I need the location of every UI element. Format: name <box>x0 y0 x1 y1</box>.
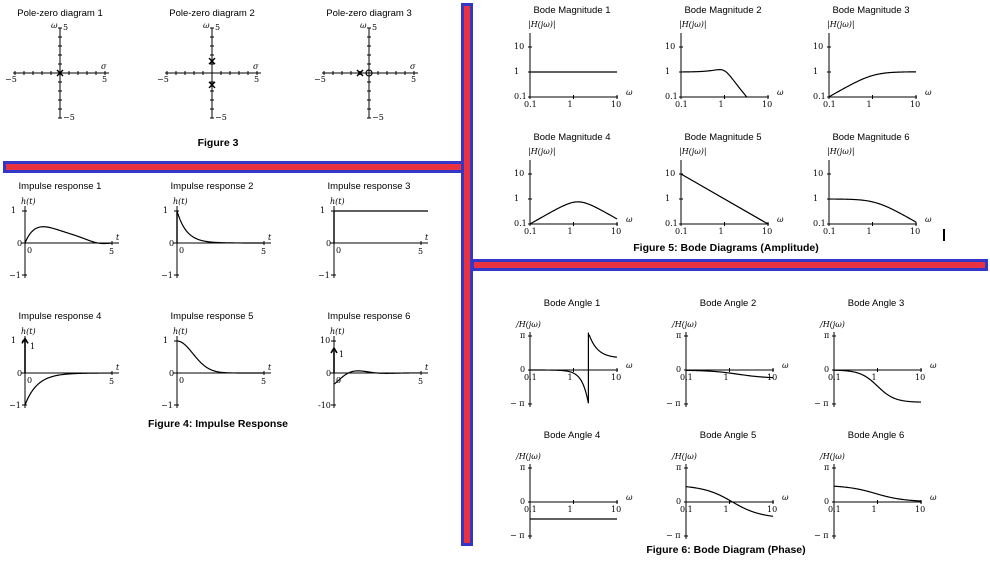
impulse-response-5 <box>157 310 277 410</box>
impulse-label: 1 <box>30 342 36 351</box>
pole-zero-title: Pole-zero diagram 3 <box>326 8 412 19</box>
mag-tick-label: 0.1 <box>514 92 527 101</box>
bode-magnitude-3 <box>799 5 939 115</box>
figure-5-caption: Figure 5: Bode Diagrams (Amplitude) <box>633 242 819 254</box>
omega-tick-label: 1 <box>866 100 872 109</box>
mag-tick-label: 10 <box>665 169 676 178</box>
phase-tick-label: 0 <box>824 497 830 506</box>
mag-tick-label: 10 <box>813 42 824 51</box>
omega-top-label: 5 <box>372 23 378 32</box>
t-zero-label: 0 <box>27 246 33 255</box>
omega-symbol: ω <box>777 215 784 224</box>
y-top-label: 1 <box>320 206 326 215</box>
bode-angle-title: Bode Angle 1 <box>543 298 601 309</box>
y-top-label: 1 <box>163 206 169 215</box>
mag-tick-label: 1 <box>813 67 819 76</box>
phase-tick-label: π <box>520 463 526 472</box>
phase-curve-left <box>530 370 588 403</box>
bode-magnitude-6 <box>799 132 939 242</box>
impulse-title: Impulse response 6 <box>327 311 411 322</box>
omega-symbol: ω <box>930 361 937 370</box>
bode-angle-4 <box>500 430 640 542</box>
bode-angle-title: Bode Angle 5 <box>699 430 757 441</box>
omega-top-label: 5 <box>63 23 69 32</box>
bode-angle-1-svg <box>500 298 640 410</box>
omega-tick-label: 10 <box>910 227 921 236</box>
y-zero-label: 0 <box>17 369 23 378</box>
bode-mag-title: Bode Magnitude 4 <box>533 132 611 143</box>
impulse-response-5-svg <box>157 310 277 410</box>
omega-symbol: ω <box>203 21 210 30</box>
omega-tick-label: 10 <box>767 505 778 514</box>
phase-tick-label: π <box>676 463 682 472</box>
phase-tick-label: − π <box>814 399 829 408</box>
omega-symbol: ω <box>777 88 784 97</box>
impulse-response-6-svg <box>314 310 434 410</box>
omega-tick-label: 1 <box>718 227 724 236</box>
mag-tick-label: 1 <box>665 67 671 76</box>
t-end-label: 5 <box>109 247 115 256</box>
omega-tick-label: 0.1 <box>675 227 688 236</box>
impulse-label: 1 <box>339 350 345 359</box>
separator-left-horizontal <box>3 161 464 173</box>
h-axis-label: h(t) <box>21 327 36 336</box>
omega-tick-label: 1 <box>723 373 729 382</box>
omega-tick-label: 1 <box>567 373 573 382</box>
t-zero-label: 0 <box>336 376 342 385</box>
phase-curve <box>834 486 921 501</box>
impulse-title: Impulse response 2 <box>170 181 254 192</box>
bode-mag-title: Bode Magnitude 6 <box>832 132 910 143</box>
impulse-response-2-svg <box>157 180 277 280</box>
omega-tick-label: 0.1 <box>524 505 537 514</box>
h-axis-label: h(t) <box>21 197 36 206</box>
impulse-title: Impulse response 1 <box>18 181 102 192</box>
phase-axis-label: /H(jω) <box>820 320 845 329</box>
omega-tick-label: 0.1 <box>524 373 537 382</box>
omega-symbol: ω <box>626 88 633 97</box>
figure-3-caption: Figure 3 <box>197 137 239 149</box>
mag-axis-label: |H(jω)| <box>528 147 556 156</box>
omega-tick-label: 1 <box>567 100 573 109</box>
sigma-symbol: σ <box>101 62 107 71</box>
phase-curve-right <box>589 335 617 357</box>
y-bot-label: -10 <box>318 401 331 410</box>
mag-axis-label: |H(jω)| <box>827 147 855 156</box>
omega-tick-label: 1 <box>871 373 877 382</box>
y-zero-label: 0 <box>17 239 23 248</box>
t-end-label: 5 <box>418 377 424 386</box>
omega-tick-label: 1 <box>567 505 573 514</box>
t-end-label: 5 <box>261 377 267 386</box>
mag-tick-label: 1 <box>514 67 520 76</box>
mag-tick-label: 0.1 <box>514 219 527 228</box>
phase-tick-label: − π <box>666 531 681 540</box>
mag-tick-label: 1 <box>813 194 819 203</box>
omega-bottom-label: −5 <box>372 113 384 122</box>
phase-tick-label: 0 <box>824 365 830 374</box>
y-bot-label: −1 <box>9 271 21 280</box>
mag-axis-label: |H(jω)| <box>679 20 707 29</box>
mag-tick-label: 0.1 <box>665 92 678 101</box>
mag-tick-label: 10 <box>514 169 525 178</box>
response-curve <box>25 373 115 405</box>
impulse-title: Impulse response 5 <box>170 311 254 322</box>
impulse-response-1-svg <box>5 180 125 280</box>
t-axis-label: t <box>425 233 429 242</box>
phase-curve <box>834 370 921 402</box>
bode-angle-4-svg <box>500 430 640 542</box>
pole-zero-title: Pole-zero diagram 1 <box>17 8 103 19</box>
y-zero-label: 0 <box>169 369 175 378</box>
omega-tick-label: 10 <box>910 100 921 109</box>
omega-tick-label: 0.1 <box>828 373 841 382</box>
phase-axis-label: /H(jω) <box>820 452 845 461</box>
mag-tick-label: 1 <box>665 194 671 203</box>
bode-magnitude-5 <box>651 132 791 242</box>
text-cursor <box>943 229 945 241</box>
bode-mag-title: Bode Magnitude 5 <box>684 132 762 143</box>
mag-tick-label: 10 <box>665 42 676 51</box>
omega-tick-label: 10 <box>611 227 622 236</box>
omega-tick-label: 0.1 <box>524 227 537 236</box>
t-end-label: 5 <box>261 247 267 256</box>
response-curve <box>177 211 264 243</box>
impulse-response-3-svg <box>314 180 434 280</box>
omega-tick-label: 0.1 <box>680 373 693 382</box>
bode-angle-3 <box>804 298 944 410</box>
y-zero-label: 0 <box>326 239 332 248</box>
omega-symbol: ω <box>626 361 633 370</box>
mag-axis-label: |H(jω)| <box>528 20 556 29</box>
sigma-symbol: σ <box>253 62 259 71</box>
omega-tick-label: 1 <box>718 100 724 109</box>
mag-tick-label: 0.1 <box>665 219 678 228</box>
phase-axis-label: /H(jω) <box>516 452 541 461</box>
y-bot-label: −1 <box>161 271 173 280</box>
impulse-title: Impulse response 4 <box>18 311 102 322</box>
impulse-response-4 <box>5 310 125 410</box>
phase-axis-label: /H(jω) <box>516 320 541 329</box>
omega-bottom-label: −5 <box>63 113 75 122</box>
response-curve <box>25 227 112 244</box>
omega-tick-label: 10 <box>915 373 926 382</box>
bode-angle-2-svg <box>656 298 796 410</box>
omega-symbol: ω <box>925 88 932 97</box>
phase-tick-label: − π <box>510 399 525 408</box>
phase-tick-label: 0 <box>520 497 526 506</box>
t-axis-label: t <box>116 233 120 242</box>
pole-zero-title: Pole-zero diagram 2 <box>169 8 255 19</box>
bode-angle-3-svg <box>804 298 944 410</box>
omega-symbol: ω <box>925 215 932 224</box>
bode-magnitude-4 <box>500 132 640 242</box>
omega-symbol: ω <box>51 21 58 30</box>
t-axis-label: t <box>425 363 429 372</box>
bode-magnitude-1 <box>500 5 640 115</box>
omega-tick-label: 10 <box>611 100 622 109</box>
bode-angle-title: Bode Angle 4 <box>543 430 601 441</box>
t-axis-label: t <box>116 363 120 372</box>
phase-tick-label: π <box>824 331 830 340</box>
phase-tick-label: 0 <box>520 365 526 374</box>
sigma-symbol: σ <box>410 62 416 71</box>
t-zero-label: 0 <box>27 376 33 385</box>
bode-angle-2 <box>656 298 796 410</box>
omega-tick-label: 10 <box>762 227 773 236</box>
magnitude-curve <box>829 72 916 97</box>
omega-tick-label: 10 <box>611 505 622 514</box>
y-top-label: 1 <box>11 206 17 215</box>
magnitude-curve <box>681 174 768 224</box>
omega-tick-label: 0.1 <box>680 505 693 514</box>
t-end-label: 5 <box>418 247 424 256</box>
bode-angle-6-svg <box>804 430 944 542</box>
omega-symbol: ω <box>626 215 633 224</box>
omega-tick-label: 1 <box>871 505 877 514</box>
bode-mag-title: Bode Magnitude 3 <box>832 5 910 16</box>
y-bot-label: −1 <box>161 401 173 410</box>
impulse-response-2 <box>157 180 277 280</box>
phase-axis-label: /H(jω) <box>672 452 697 461</box>
h-axis-label: h(t) <box>330 197 345 206</box>
t-end-label: 5 <box>109 377 115 386</box>
magnitude-curve <box>530 202 617 224</box>
y-bot-label: −1 <box>9 401 21 410</box>
mag-axis-label: |H(jω)| <box>827 20 855 29</box>
t-axis-label: t <box>268 363 272 372</box>
bode-angle-1 <box>500 298 640 410</box>
t-zero-label: 0 <box>336 246 342 255</box>
bode-angle-5 <box>656 430 796 542</box>
impulse-response-6 <box>314 310 434 410</box>
t-zero-label: 0 <box>179 376 185 385</box>
figure-6-caption: Figure 6: Bode Diagram (Phase) <box>646 544 806 556</box>
impulse-title: Impulse response 3 <box>327 181 411 192</box>
omega-tick-label: 1 <box>567 227 573 236</box>
bode-angle-6 <box>804 430 944 542</box>
omega-tick-label: 10 <box>767 373 778 382</box>
omega-symbol: ω <box>782 493 789 502</box>
omega-tick-label: 10 <box>762 100 773 109</box>
pole-zero-diagram-3 <box>309 5 429 135</box>
omega-tick-label: 0.1 <box>828 505 841 514</box>
omega-tick-label: 1 <box>723 505 729 514</box>
omega-symbol: ω <box>360 21 367 30</box>
omega-tick-label: 0.1 <box>823 227 836 236</box>
bode-magnitude-2 <box>651 5 791 115</box>
sigma-neg-label: −5 <box>314 75 326 84</box>
omega-symbol: ω <box>626 493 633 502</box>
omega-symbol: ω <box>930 493 937 502</box>
figure-4-caption: Figure 4: Impulse Response <box>147 418 289 430</box>
bode-angle-title: Bode Angle 3 <box>847 298 905 309</box>
omega-tick-label: 10 <box>915 505 926 514</box>
h-axis-label: h(t) <box>173 327 188 336</box>
omega-tick-label: 0.1 <box>823 100 836 109</box>
sigma-neg-label: −5 <box>5 75 17 84</box>
omega-top-label: 5 <box>215 23 221 32</box>
y-top-label: 10 <box>320 336 331 345</box>
phase-tick-label: 0 <box>676 497 682 506</box>
bode-angle-title: Bode Angle 6 <box>847 430 905 441</box>
impulse-response-3 <box>314 180 434 280</box>
pole-zero-diagram-2 <box>152 5 272 135</box>
omega-tick-label: 10 <box>611 373 622 382</box>
phase-tick-label: 0 <box>676 365 682 374</box>
phase-tick-label: π <box>824 463 830 472</box>
mag-axis-label: |H(jω)| <box>679 147 707 156</box>
sigma-pos-label: 5 <box>102 75 108 84</box>
mag-tick-label: 10 <box>813 169 824 178</box>
pole-zero-diagram-1 <box>0 5 120 135</box>
impulse-response-1 <box>5 180 125 280</box>
t-axis-label: t <box>268 233 272 242</box>
separator-right-horizontal <box>471 259 988 271</box>
separator-vertical <box>461 3 473 546</box>
bode-angle-title: Bode Angle 2 <box>699 298 757 309</box>
magnitude-curve <box>681 70 747 98</box>
t-zero-label: 0 <box>179 246 185 255</box>
phase-tick-label: − π <box>666 399 681 408</box>
mag-tick-label: 0.1 <box>813 92 826 101</box>
bode-mag-title: Bode Magnitude 1 <box>533 5 611 16</box>
impulse-response-4-svg <box>5 310 125 410</box>
h-axis-label: h(t) <box>173 197 188 206</box>
y-top-label: 1 <box>163 336 169 345</box>
magnitude-curve <box>829 199 916 222</box>
y-zero-label: 0 <box>169 239 175 248</box>
mag-tick-label: 0.1 <box>813 219 826 228</box>
y-zero-label: 0 <box>326 369 332 378</box>
phase-tick-label: π <box>676 331 682 340</box>
bode-mag-title: Bode Magnitude 2 <box>684 5 762 16</box>
mag-tick-label: 1 <box>514 194 520 203</box>
y-bot-label: −1 <box>318 271 330 280</box>
phase-tick-label: π <box>520 331 526 340</box>
omega-tick-label: 0.1 <box>524 100 537 109</box>
omega-tick-label: 0.1 <box>675 100 688 109</box>
mag-tick-label: 10 <box>514 42 525 51</box>
phase-tick-label: − π <box>814 531 829 540</box>
sigma-pos-label: 5 <box>411 75 417 84</box>
sigma-pos-label: 5 <box>254 75 260 84</box>
bode-angle-5-svg <box>656 430 796 542</box>
sigma-neg-label: −5 <box>157 75 169 84</box>
phase-tick-label: − π <box>510 531 525 540</box>
h-axis-label: h(t) <box>330 327 345 336</box>
omega-bottom-label: −5 <box>215 113 227 122</box>
response-curve <box>177 341 264 373</box>
y-top-label: 1 <box>11 336 17 345</box>
phase-axis-label: /H(jω) <box>672 320 697 329</box>
omega-symbol: ω <box>782 361 789 370</box>
omega-tick-label: 1 <box>866 227 872 236</box>
